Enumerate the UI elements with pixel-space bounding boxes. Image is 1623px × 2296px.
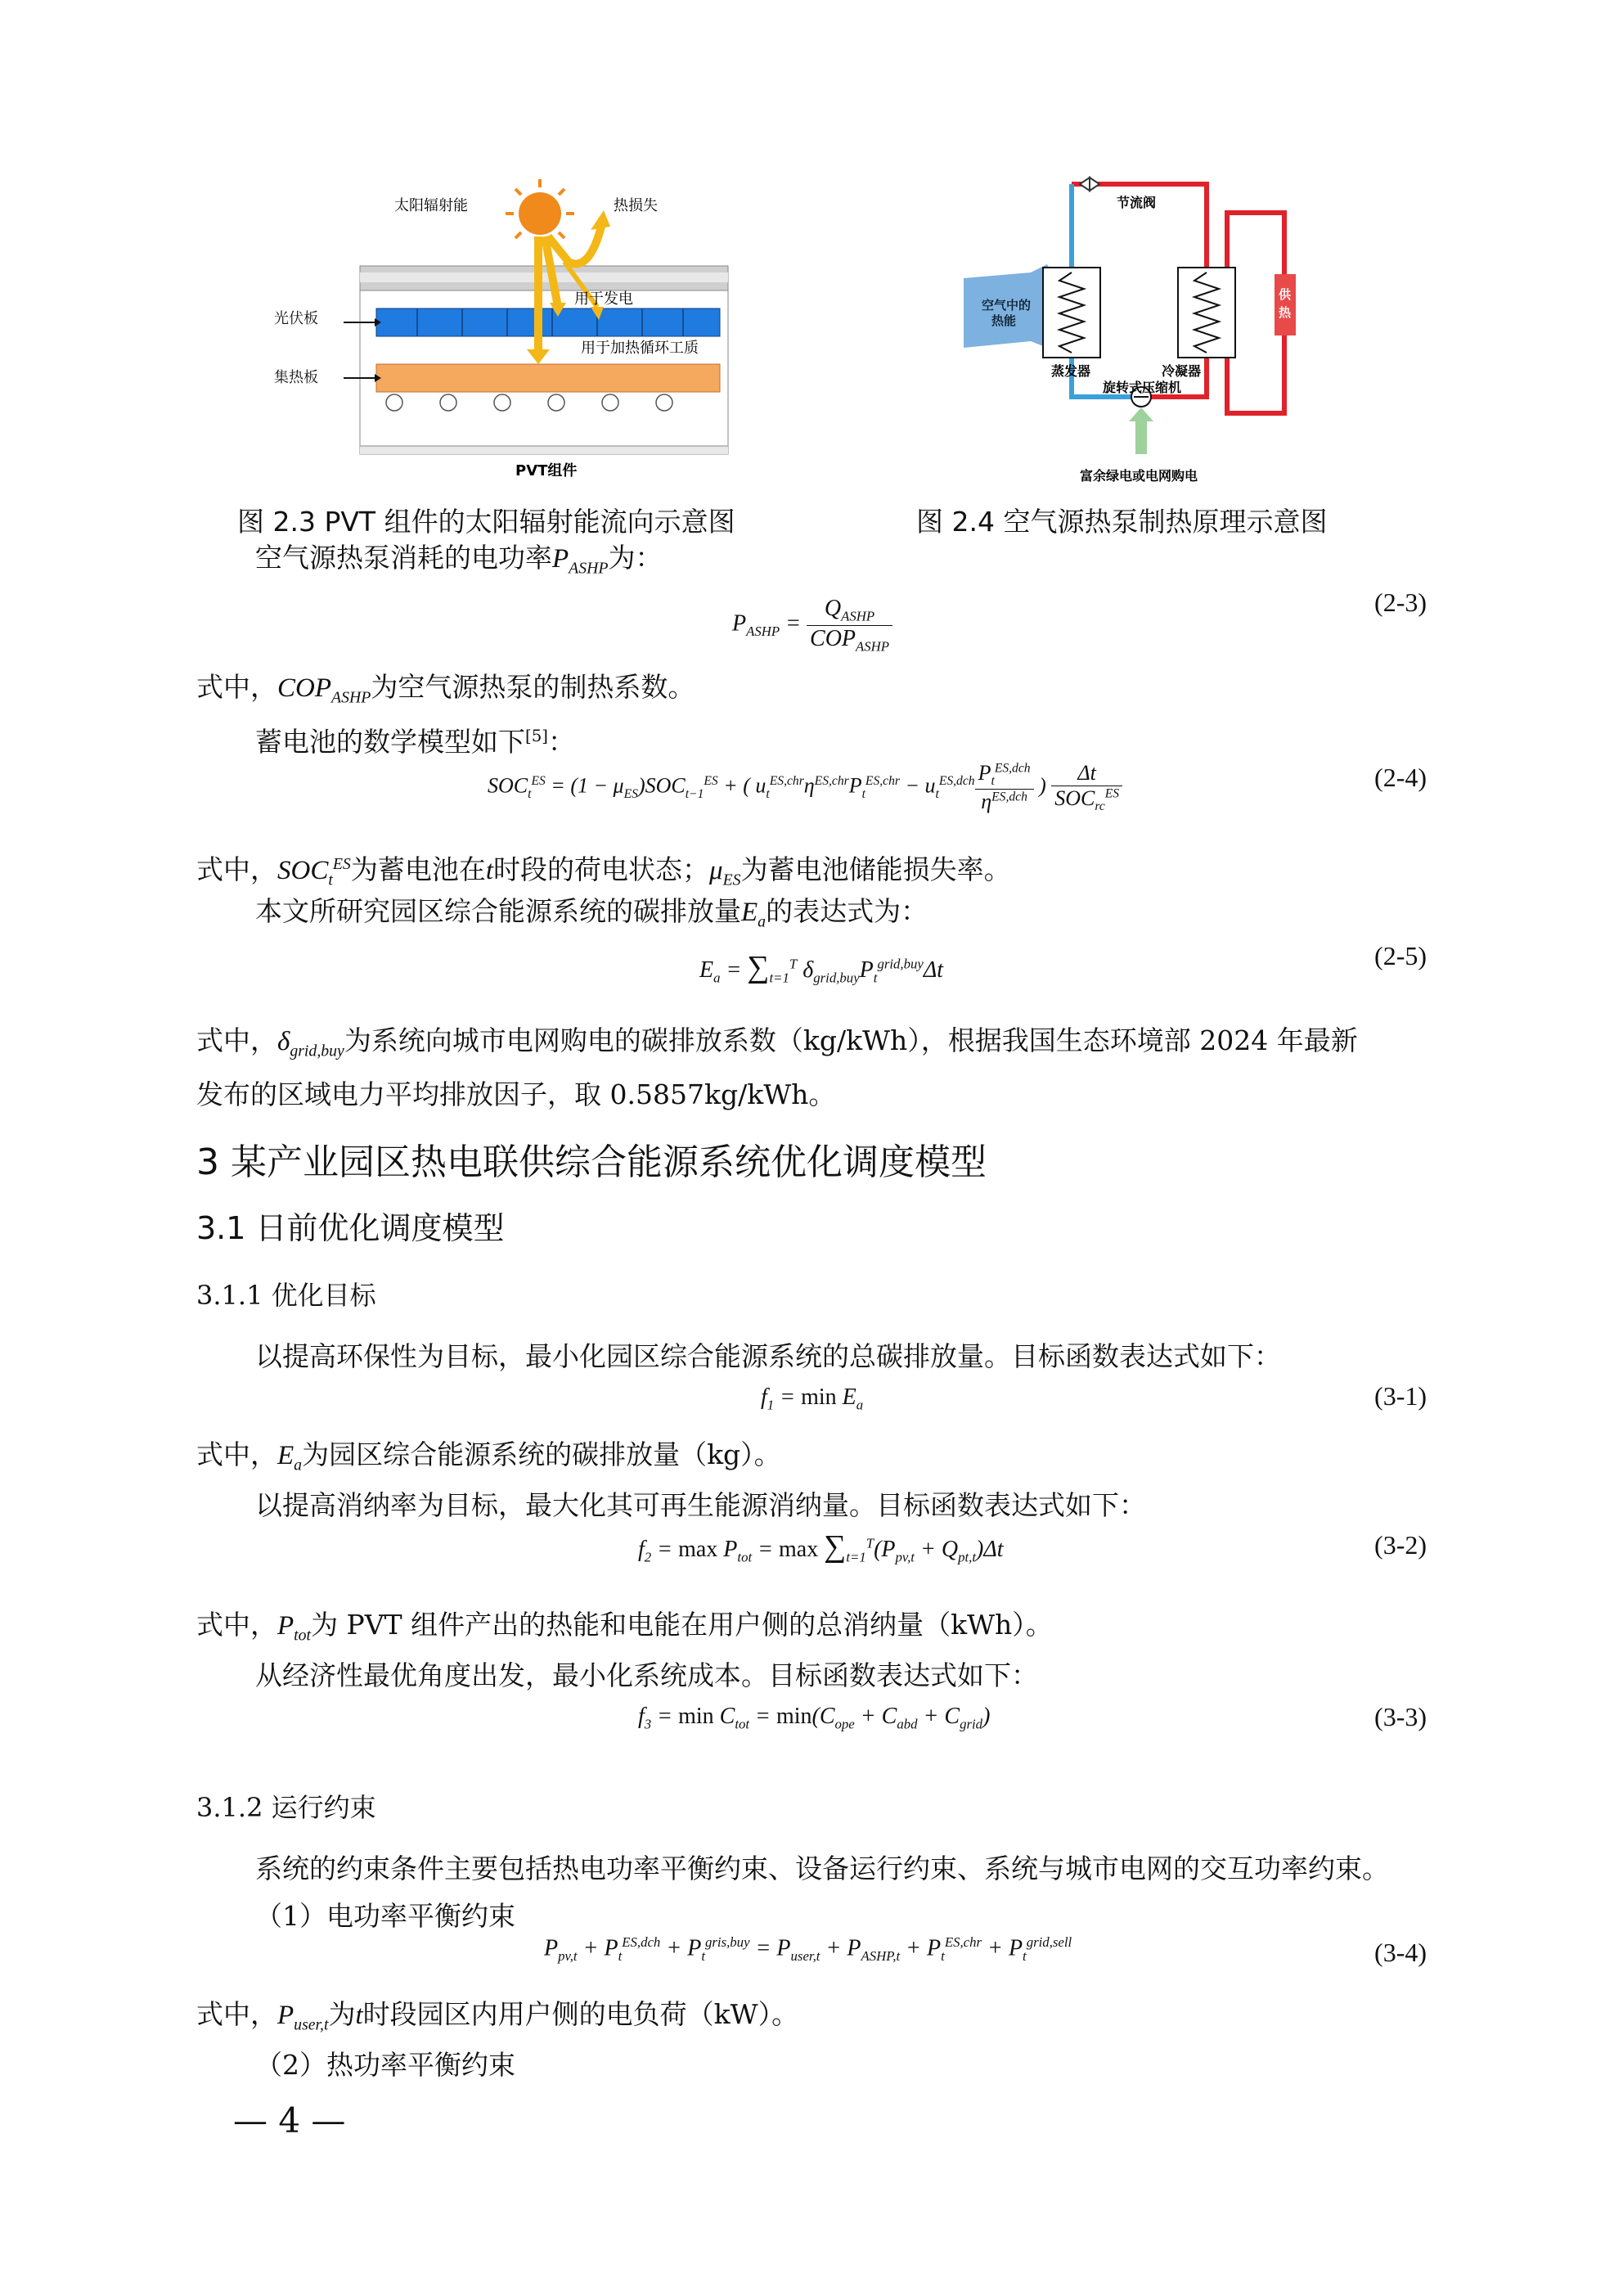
citation: [5]: [525, 727, 549, 745]
paragraph-heat-balance: （2）热功率平衡约束: [255, 2049, 515, 2081]
label-air-2: 热能: [991, 313, 1017, 328]
text-segment: 为 PVT 组件产出的热能和电能在用户侧的总消纳量（kWh）。: [311, 1609, 1053, 1641]
paragraph-user-load: [196, 1997, 798, 2043]
label-supply-1: 供: [1279, 287, 1292, 302]
text-segment: ：: [548, 726, 576, 758]
paragraph-objective-consumption: 以提高消纳率为目标，最大化其可再生能源消纳量。目标函数表达式如下：: [255, 1489, 1146, 1521]
text-segment: 的表达式为：: [766, 895, 928, 927]
paragraph-emission-factor: [196, 1023, 1358, 1069]
paragraph-emission-factor-cont: 发布的区域电力平均排放因子，取 0.5857kg/kWh。: [196, 1078, 836, 1110]
paragraph-soc: [196, 846, 1011, 898]
text-segment: 式中，: [196, 1609, 277, 1641]
label-heatloss: 热损失: [614, 197, 658, 214]
page-number: — 4 —: [233, 2100, 346, 2141]
text-segment: 为空气源热泵的制热系数。: [371, 671, 695, 703]
caption-pvt: 图 2.3 PVT 组件的太阳辐射能流向示意图: [237, 506, 735, 538]
symbol-t: t: [485, 856, 493, 885]
label-pv-panel: 光伏板: [274, 310, 318, 327]
heading-section-3: 3 某产业园区热电联供综合能源系统优化调度模型: [196, 1141, 987, 1183]
ashp-diagram: [957, 176, 1317, 491]
text-segment: 式中，: [196, 1998, 277, 2030]
symbol-delta: $\delta_{grid,buy}$: [277, 1027, 344, 1060]
symbol-soc: $SOC_t^{ES}$: [277, 855, 351, 889]
paragraph-battery: [255, 718, 575, 760]
text-segment: 时段园区内用户侧的电负荷（kW）。: [362, 1998, 799, 2030]
label-supply-2: 热: [1279, 305, 1292, 320]
text-segment: 为: [328, 1998, 356, 2030]
paragraph-carbon: [255, 894, 928, 940]
text-segment: 为园区综合能源系统的碳排放量（kg）。: [302, 1438, 781, 1470]
pvt-diagram: [344, 168, 753, 487]
label-condenser: 冷凝器: [1162, 363, 1202, 379]
condenser-icon: [1178, 268, 1235, 358]
collector-plate: [376, 364, 720, 392]
symbol-t: t: [355, 2001, 363, 2030]
symbol-p-ashp: $P_{ASHP}$: [552, 544, 609, 578]
valve-icon: [1080, 178, 1090, 191]
label-air-1: 空气中的: [982, 298, 1032, 313]
text-segment: 为蓄电池储能损失率。: [740, 853, 1011, 885]
paragraph-objective-cost: 从经济性最优角度出发，最小化系统成本。目标函数表达式如下：: [255, 1659, 1038, 1691]
paragraph-objective-carbon: 以提高环保性为目标，最小化园区综合能源系统的总碳排放量。目标函数表达式如下：: [255, 1340, 1281, 1372]
equation-number: (3-4): [1374, 1938, 1427, 1967]
equation-number: (3-1): [1374, 1381, 1427, 1411]
equation-3-3: $f_3 = \min C_{tot} = \min(C_{ope} + C_{abd} + C_{grid})$: [638, 1704, 991, 1732]
label-collector: 集热板: [274, 369, 318, 386]
equation-2-5: $E_a = \sum_{t=1}^T$ $\delta_{grid,buy}P_t^{grid,buy}\Delta t$: [699, 950, 944, 986]
text-segment: 为：: [608, 542, 663, 574]
text-segment: 式中，: [196, 1438, 277, 1470]
pv-panel: [376, 308, 720, 336]
label-source: 富余绿电或电网购电: [1080, 468, 1198, 484]
text-segment: 为蓄电池在: [350, 853, 486, 885]
equation-number: (3-2): [1374, 1530, 1427, 1560]
heading-section-3-1-2: 3.1.2 运行约束: [196, 1792, 376, 1823]
equation-number: (2-3): [1374, 588, 1427, 617]
figure-ashp: [957, 176, 1317, 491]
label-valve: 节流阀: [1117, 195, 1157, 210]
symbol-puser: $P_{user,t}$: [277, 2001, 329, 2034]
equation-3-1: $f_1 = \min E_a$: [761, 1384, 864, 1413]
paragraph-constraints: 系统的约束条件主要包括热电功率平衡约束、设备运行约束、系统与城市电网的交互功率约束。: [255, 1853, 1389, 1884]
symbol-ptot: $P_{tot}$: [277, 1611, 312, 1645]
evaporator-icon: [1043, 268, 1100, 358]
equation-2-4: $SOC_t^{ES} = (1 - \mu_{ES})SOC_{t-1}^{ES}$ + ( $u_t^{ES,chr}\eta^{ES,chr}P_t^{ES,chr} - u_t^{ES,dch}$ $\frac{P_t^{ES,dch}}{\eta^{ES,dch}}$ ) $\frac{\Delta t}{SOC_{rc}^{ES}}$: [488, 761, 1122, 814]
text-segment: 为系统向城市电网购电的碳排放系数（kg/kWh），根据我国生态环境部 2024 年最新: [344, 1024, 1358, 1056]
symbol-cop: $COP_{ASHP}$: [277, 673, 371, 707]
paragraph-ptot: [196, 1607, 1053, 1654]
label-solar: 太阳辐射能: [394, 197, 468, 214]
label-evaporator: 蒸发器: [1051, 363, 1091, 379]
label-module: PVT组件: [515, 462, 578, 479]
text-segment: 蓄电池的数学模型如下: [255, 726, 525, 758]
equation-number: (2-5): [1374, 941, 1427, 970]
power-arrow-icon: [1129, 407, 1153, 454]
heading-section-3-1-1: 3.1.1 优化目标: [196, 1280, 376, 1311]
equation-3-2: $f_2 = \max P_{tot} = \max \sum_{t=1}^T(P_{pv,t} + Q_{pt,t})\Delta t$: [638, 1529, 1004, 1565]
text-segment: 式中，: [196, 853, 277, 885]
label-compressor: 旋转式压缩机: [1103, 380, 1182, 395]
paragraph-ashp-power: [255, 540, 663, 587]
equation-3-4: $P_{pv,t} + P_t^{ES,dch} + P_t^{gris,buy} = P_{user,t} + P_{ASHP,t} + P_t^{ES,chr} + P_t^{grid,sell}$: [544, 1934, 1072, 1964]
heading-section-3-1: 3.1 日前优化调度模型: [196, 1210, 505, 1246]
text-segment: 时段的荷电状态；: [493, 853, 709, 885]
label-heating: 用于加热循环工质: [581, 340, 699, 357]
text-segment: 式中，: [196, 1024, 277, 1056]
paragraph-ea: [196, 1437, 781, 1483]
text-segment: 空气源热泵消耗的电功率: [255, 542, 552, 574]
symbol-ea: $E_a$: [741, 898, 767, 931]
label-power: 用于发电: [574, 290, 633, 308]
symbol-mu: $\mu_{ES}$: [709, 856, 741, 889]
figure-pvt: [344, 168, 753, 487]
symbol-ea: $E_a$: [277, 1441, 303, 1474]
paragraph-cop: [196, 669, 695, 716]
equation-number: (3-3): [1374, 1702, 1427, 1731]
text-segment: 本文所研究园区综合能源系统的碳排放量: [255, 895, 741, 927]
caption-ashp: 图 2.4 空气源热泵制热原理示意图: [916, 506, 1328, 538]
equation-number: (2-4): [1374, 763, 1427, 792]
paragraph-power-balance: （1）电功率平衡约束: [255, 1900, 515, 1932]
equation-2-3: $P_{ASHP}$ = $\frac{Q_{ASHP}}{COP_{ASHP}}$: [732, 596, 892, 655]
text-segment: 式中，: [196, 671, 277, 703]
